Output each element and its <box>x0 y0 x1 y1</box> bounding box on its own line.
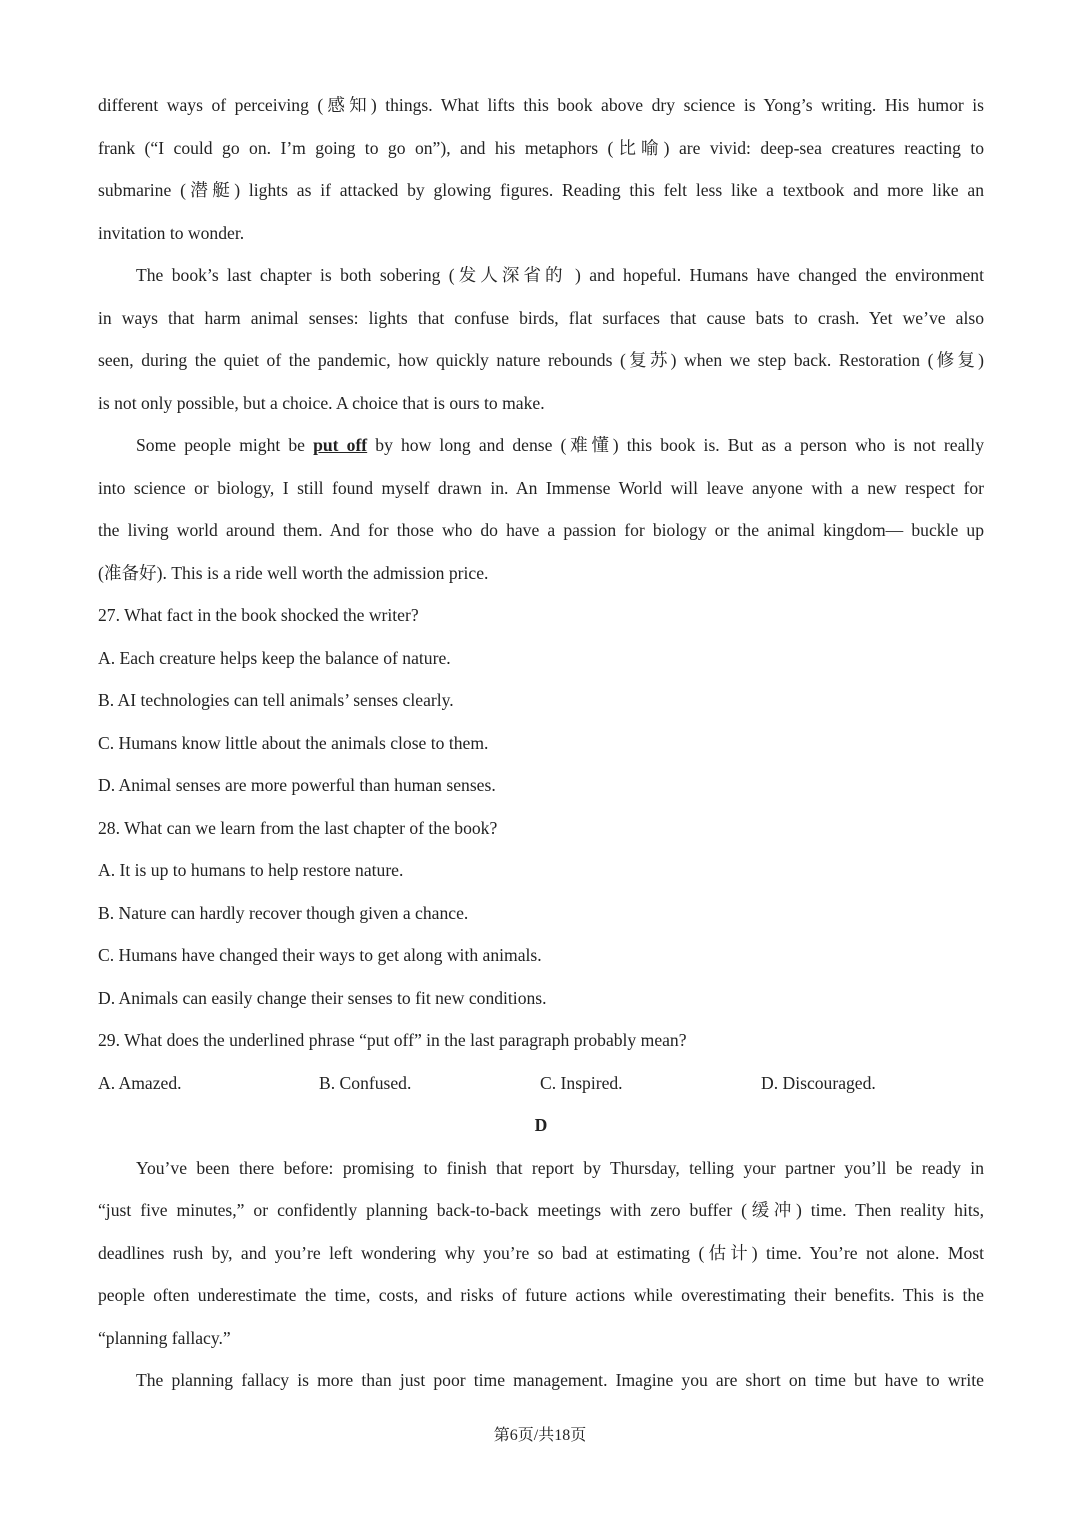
text-line: seen, during the quiet of the pandemic, how quickly nature rebounds (复苏) when we step back. Restoration (修复) <box>98 350 984 370</box>
answer-option[interactable]: D. Animal senses are more powerful than human senses. <box>98 775 496 795</box>
text-line: “planning fallacy.” <box>98 1327 231 1348</box>
answer-option[interactable]: B. AI technologies can tell animals’ senses clearly. <box>98 690 454 710</box>
question-stem: 29. What does the underlined phrase “put off” in the last paragraph probably mean? <box>98 1030 687 1050</box>
text-line: is not only possible, but a choice. A choice that is ours to make. <box>98 392 545 413</box>
text-line: (准备好). This is a ride well worth the admission price. <box>98 562 489 583</box>
answer-option[interactable]: B. Nature can hardly recover though given a chance. <box>98 902 469 923</box>
page-content <box>98 84 984 1402</box>
text-line <box>98 424 984 467</box>
underlined-phrase: put off <box>313 435 368 455</box>
text-segment: Some people might be <box>136 435 314 455</box>
answer-option[interactable]: A. It is up to humans to help restore nature. <box>98 860 404 880</box>
page-number: 第6页/共18页 <box>493 1427 587 1444</box>
text-segment: by how long and dense (难懂) this book is. But as a person who is not really <box>375 435 984 455</box>
text-line: the living world around them. And for those who do have a passion for biology or the animal kingdom— buckle up <box>98 520 984 540</box>
answer-options-row <box>98 1062 984 1105</box>
text-line: into science or biology, I still found myself drawn in. An Immense World will leave anyone with a new respect for <box>98 477 984 498</box>
text-line: different ways of perceiving (感知) things. What lifts this book above dry science is Yong’s writing. His humor is <box>98 95 984 115</box>
answer-option[interactable]: C. Inspired. <box>540 1072 623 1093</box>
answer-option[interactable]: C. Humans know little about the animals close to them. <box>98 732 489 753</box>
text-line: frank (“I could go on. I’m going to go on”), and his metaphors (比喻) are vivid: deep-sea creatures reacting to <box>98 137 984 158</box>
answer-option[interactable]: D. Discouraged. <box>761 1072 876 1093</box>
answer-option[interactable]: C. Humans have changed their ways to get along with animals. <box>98 945 542 965</box>
text-line: invitation to wonder. <box>98 222 245 243</box>
answer-option[interactable]: D. Animals can easily change their senses to fit new conditions. <box>98 987 547 1008</box>
text-line: submarine (潜艇) lights as if attacked by glowing figures. Reading this felt less like a textbook and more like an <box>98 180 984 200</box>
text-line: deadlines rush by, and you’re left wondering why you’re so bad at estimating (估计) time. You’re not alone. Most <box>98 1242 984 1263</box>
answer-option[interactable]: A. Each creature helps keep the balance of nature. <box>98 647 451 668</box>
text-line: “just five minutes,” or confidently planning back-to-back meetings with zero buffer (缓冲) time. Then reality hits, <box>98 1200 984 1220</box>
answer-option[interactable]: A. Amazed. <box>98 1072 182 1093</box>
text-line: in ways that harm animal senses: lights that confuse birds, flat surfaces that cause bats to crash. Yet we’ve also <box>98 307 984 328</box>
question-stem: 27. What fact in the book shocked the writer? <box>98 605 419 625</box>
section-heading: D <box>534 1115 548 1135</box>
answer-option[interactable]: B. Confused. <box>319 1072 412 1093</box>
text-line: You’ve been there before: promising to finish that report by Thursday, telling your partner you’ll be ready in <box>136 1157 984 1178</box>
text-line: The planning fallacy is more than just poor time management. Imagine you are short on time but have to write <box>136 1370 984 1390</box>
text-line: people often underestimate the time, costs, and risks of future actions while overestimating their benefits. This is the <box>98 1285 984 1305</box>
text-line: The book’s last chapter is both sobering (发人深省的 ) and hopeful. Humans have changed the environment <box>136 265 984 285</box>
question-stem: 28. What can we learn from the last chapter of the book? <box>98 817 498 838</box>
